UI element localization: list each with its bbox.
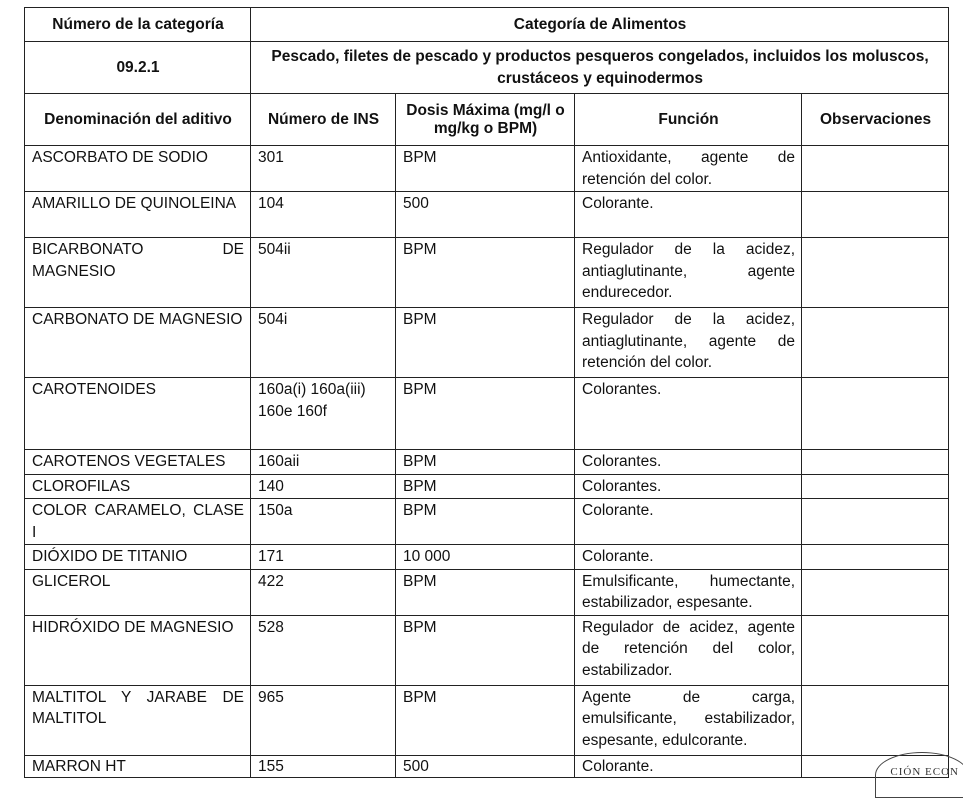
ins-number: 160aii bbox=[251, 450, 396, 475]
max-dose: BPM bbox=[396, 238, 575, 308]
table-row bbox=[25, 474, 949, 499]
table-row bbox=[25, 146, 949, 192]
additive-function: Colorantes. bbox=[575, 474, 802, 499]
table-row bbox=[25, 499, 949, 545]
category-number-label: Número de la categoría bbox=[25, 8, 251, 42]
ins-number: 528 bbox=[251, 615, 396, 685]
max-dose: BPM bbox=[396, 499, 575, 545]
additive-name: BICARBONATO DE MAGNESIO bbox=[25, 238, 251, 308]
observations bbox=[802, 146, 949, 192]
additive-name: ASCORBATO DE SODIO bbox=[25, 146, 251, 192]
additive-function: Colorante. bbox=[575, 192, 802, 238]
ins-number: 104 bbox=[251, 192, 396, 238]
ins-number: 422 bbox=[251, 569, 396, 615]
observations bbox=[802, 192, 949, 238]
ins-number: 160a(i) 160a(iii) 160e 160f bbox=[251, 378, 396, 450]
additive-name: CLOROFILAS bbox=[25, 474, 251, 499]
ins-number: 301 bbox=[251, 146, 396, 192]
max-dose: BPM bbox=[396, 450, 575, 475]
table-row bbox=[25, 192, 949, 238]
additive-function: Colorantes. bbox=[575, 378, 802, 450]
max-dose: BPM bbox=[396, 378, 575, 450]
column-header-row bbox=[25, 94, 949, 146]
food-category-label: Categoría de Alimentos bbox=[251, 8, 949, 42]
max-dose: 500 bbox=[396, 192, 575, 238]
max-dose: BPM bbox=[396, 615, 575, 685]
column-header-denominacion: Denominación del aditivo bbox=[25, 94, 251, 146]
observations bbox=[802, 308, 949, 378]
max-dose: BPM bbox=[396, 146, 575, 192]
column-header-dosis: Dosis Máxima (mg/l o mg/kg o BPM) bbox=[396, 94, 575, 146]
table-row bbox=[25, 450, 949, 475]
category-header-row bbox=[25, 8, 949, 42]
stamp-text: CIÓN ECON bbox=[890, 766, 959, 778]
category-description: Pescado, filetes de pescado y productos pesqueros congelados, incluidos los moluscos, crustáceos y equinodermos bbox=[251, 42, 949, 94]
additive-function: Colorante. bbox=[575, 755, 802, 777]
additive-function: Emulsificante, humectante, estabilizador, espesante. bbox=[575, 569, 802, 615]
additive-name: COLOR CARAMELO, CLASE I bbox=[25, 499, 251, 545]
table-row bbox=[25, 569, 949, 615]
observations bbox=[802, 545, 949, 570]
ins-number: 140 bbox=[251, 474, 396, 499]
max-dose: 500 bbox=[396, 755, 575, 777]
table-row bbox=[25, 615, 949, 685]
table-row bbox=[25, 755, 949, 777]
table-row bbox=[25, 378, 949, 450]
category-number-value: 09.2.1 bbox=[25, 42, 251, 94]
additive-name: MARRON HT bbox=[25, 755, 251, 777]
table-row bbox=[25, 685, 949, 755]
observations bbox=[802, 378, 949, 450]
additive-function: Agente de carga, emulsificante, estabilizador, espesante, edulcorante. bbox=[575, 685, 802, 755]
additive-function: Regulador de acidez, agente de retención del color, estabilizador. bbox=[575, 615, 802, 685]
additive-name: CAROTENOS VEGETALES bbox=[25, 450, 251, 475]
additive-function: Colorante. bbox=[575, 499, 802, 545]
max-dose: BPM bbox=[396, 474, 575, 499]
column-header-ins: Número de INS bbox=[251, 94, 396, 146]
additive-function: Colorante. bbox=[575, 545, 802, 570]
max-dose: 10 000 bbox=[396, 545, 575, 570]
additive-name: CARBONATO DE MAGNESIO bbox=[25, 308, 251, 378]
additive-function: Regulador de la acidez, antiaglutinante, agente de retención del color. bbox=[575, 308, 802, 378]
observations bbox=[802, 450, 949, 475]
observations bbox=[802, 685, 949, 755]
column-header-funcion: Función bbox=[575, 94, 802, 146]
max-dose: BPM bbox=[396, 308, 575, 378]
additive-name: MALTITOL Y JARABE DE MALTITOL bbox=[25, 685, 251, 755]
additive-function: Regulador de la acidez, antiaglutinante, agente endurecedor. bbox=[575, 238, 802, 308]
observations bbox=[802, 499, 949, 545]
additive-name: GLICEROL bbox=[25, 569, 251, 615]
ins-number: 155 bbox=[251, 755, 396, 777]
ins-number: 504ii bbox=[251, 238, 396, 308]
observations bbox=[802, 474, 949, 499]
additive-name: CAROTENOIDES bbox=[25, 378, 251, 450]
table-row bbox=[25, 238, 949, 308]
additive-name: HIDRÓXIDO DE MAGNESIO bbox=[25, 615, 251, 685]
observations bbox=[802, 615, 949, 685]
observations bbox=[802, 569, 949, 615]
observations bbox=[802, 238, 949, 308]
additives-table bbox=[24, 7, 949, 778]
ins-number: 504i bbox=[251, 308, 396, 378]
max-dose: BPM bbox=[396, 569, 575, 615]
column-header-observaciones: Observaciones bbox=[802, 94, 949, 146]
table-row bbox=[25, 308, 949, 378]
additive-name: AMARILLO DE QUINOLEINA bbox=[25, 192, 251, 238]
ins-number: 965 bbox=[251, 685, 396, 755]
additive-function: Antioxidante, agente de retención del color. bbox=[575, 146, 802, 192]
category-value-row bbox=[25, 42, 949, 94]
table-row bbox=[25, 545, 949, 570]
additive-function: Colorantes. bbox=[575, 450, 802, 475]
additive-name: DIÓXIDO DE TITANIO bbox=[25, 545, 251, 570]
table-body bbox=[25, 146, 949, 778]
ins-number: 171 bbox=[251, 545, 396, 570]
ins-number: 150a bbox=[251, 499, 396, 545]
max-dose: BPM bbox=[396, 685, 575, 755]
